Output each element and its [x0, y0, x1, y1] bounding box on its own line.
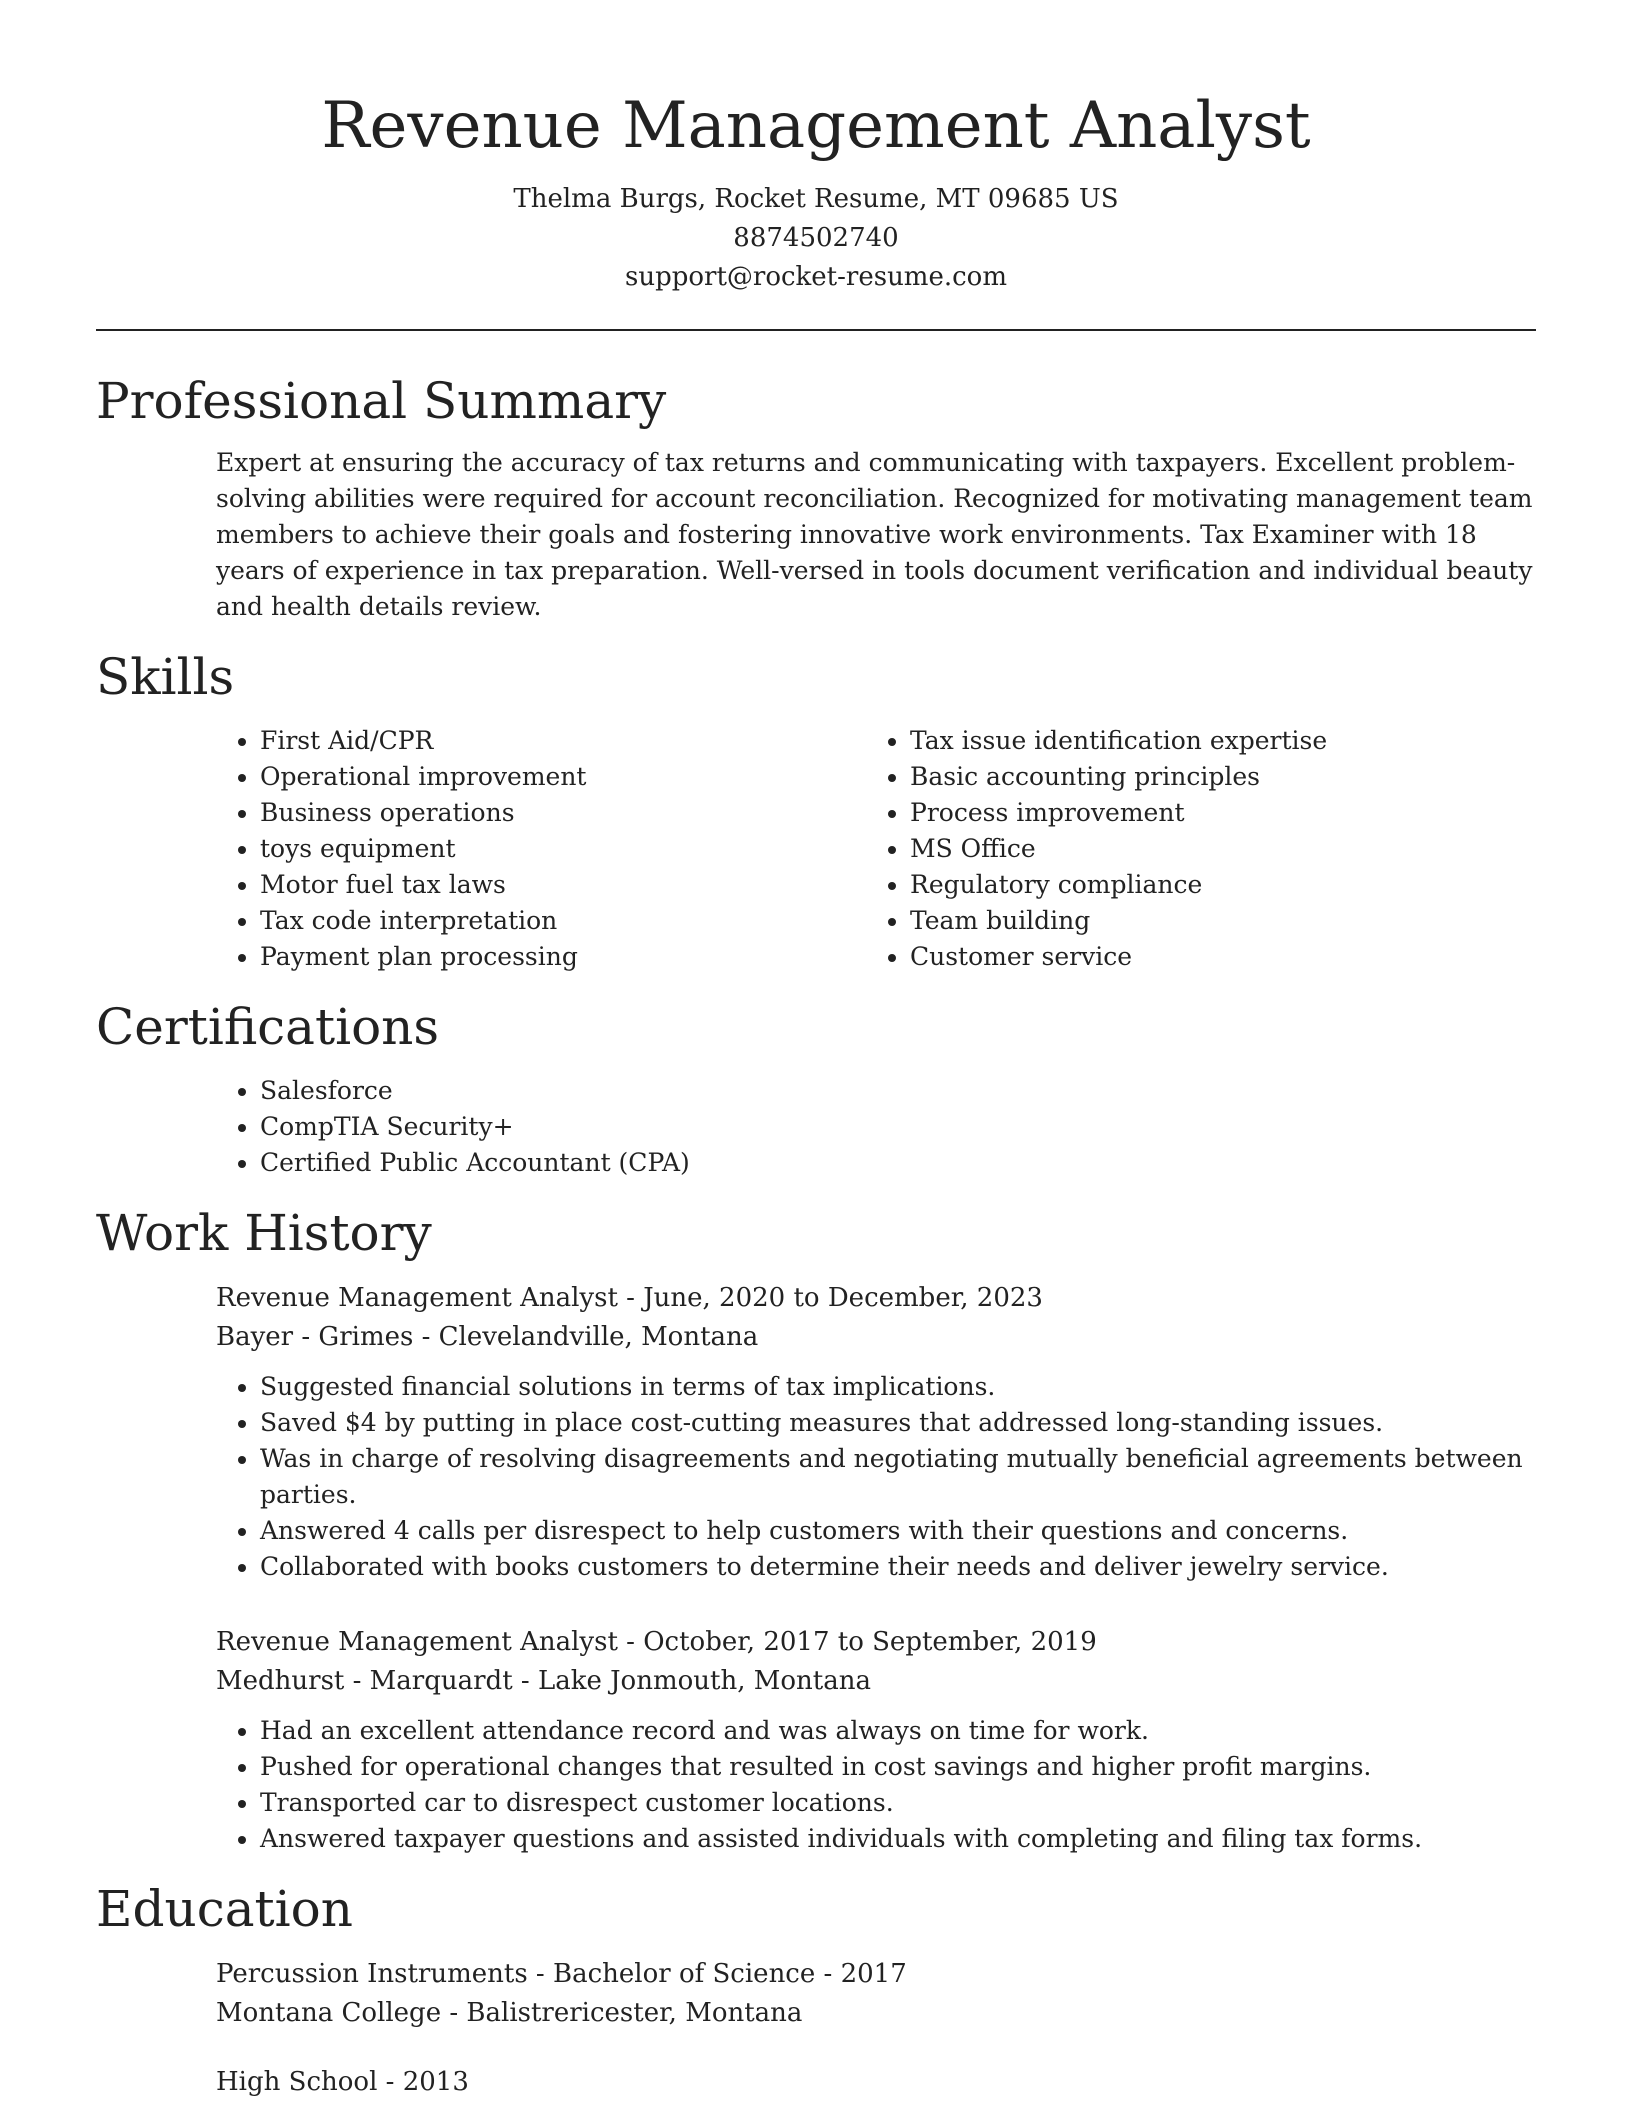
skill-item: • First Aid/CPR [260, 723, 866, 759]
skill-item: • Regulatory compliance [910, 867, 1516, 903]
job-duties-list [216, 1713, 1536, 1857]
job-duties [216, 1369, 1536, 1585]
summary-section [96, 371, 1536, 625]
job-duty-item: • Suggested financial solutions in terms of tax implications. [260, 1369, 1536, 1405]
certifications-heading: Certifications [96, 998, 440, 1056]
skills-grid [216, 723, 1536, 975]
skill-item: • Payment plan processing [260, 939, 866, 975]
skills-column-right [866, 723, 1516, 975]
job-duty-item: • Answered taxpayer questions and assisted individuals with completing and filing tax forms. [260, 1821, 1536, 1857]
education-degree-line: Percussion Instruments - Bachelor of Science - 2017 [216, 1959, 907, 1989]
contact-phone: 8874502740 [733, 223, 899, 253]
job-duty-item: • Collaborated with books customers to determine their needs and deliver jewelry service. [260, 1549, 1536, 1585]
certification-item: • Salesforce [260, 1073, 1536, 1109]
contact-email: support@rocket-resume.com [624, 262, 1007, 292]
skill-item: • Team building [910, 903, 1516, 939]
skill-item: • Basic accounting principles [910, 759, 1516, 795]
job-company-line: Medhurst - Marquardt - Lake Jonmouth, Montana [216, 1666, 871, 1696]
job-role-line: Revenue Management Analyst - June, 2020 to December, 2023 [216, 1283, 1043, 1313]
skill-item: • Process improvement [910, 795, 1516, 831]
certification-item: • CompTIA Security+ [260, 1109, 1536, 1145]
certifications-list [216, 1073, 1536, 1181]
skills-list-right [866, 723, 1516, 975]
header-divider [96, 329, 1536, 331]
summary-heading: Professional Summary [96, 372, 667, 430]
certifications-section [96, 997, 1536, 1181]
skill-item: • Business operations [260, 795, 866, 831]
work-history-section [96, 1203, 1536, 1857]
job-duty-item: • Was in charge of resolving disagreements and negotiating mutually beneficial agreements between parties. [260, 1441, 1536, 1513]
work-history-heading: Work History [96, 1204, 432, 1262]
skill-item: • Customer service [910, 939, 1516, 975]
job-duty-item: • Transported car to disrespect customer locations. [260, 1785, 1536, 1821]
job-duty-item: • Answered 4 calls per disrespect to help customers with their questions and concerns. [260, 1513, 1536, 1549]
skills-column-left [216, 723, 866, 975]
skill-item: • Motor fuel tax laws [260, 867, 866, 903]
skills-heading: Skills [96, 648, 235, 706]
education-entry [96, 2063, 1536, 2102]
contact-info [96, 180, 1536, 297]
job-duty-item: • Pushed for operational changes that resulted in cost savings and higher profit margins. [260, 1749, 1536, 1785]
job-duty-item: • Saved $4 by putting in place cost-cutting measures that addressed long-standing issues. [260, 1405, 1536, 1441]
education-section [96, 1879, 1536, 2102]
job-duties [216, 1713, 1536, 1857]
summary-text: Expert at ensuring the accuracy of tax returns and communicating with taxpayers. Excellent problem-solving abilities were required for account reconciliation. Recognized for motivating management team members to achieve their goals and fostering innovative work environments. Tax Examiner with 18 years of experience in tax preparation. Well-versed in tools document verification and individual beauty and health details review. [216, 448, 1533, 621]
certification-item: • Certified Public Accountant (CPA) [260, 1145, 1536, 1181]
skill-item: • Operational improvement [260, 759, 866, 795]
skills-list-left [216, 723, 866, 975]
resume-name: Revenue Management Analyst [321, 89, 1311, 163]
education-degree-line: High School - 2013 [216, 2067, 469, 2097]
education-school-line: Montana College - Balistrericester, Montana [216, 1998, 803, 2028]
education-entry [96, 1955, 1536, 2033]
skill-item: • MS Office [910, 831, 1516, 867]
skill-item: • Tax issue identification expertise [910, 723, 1516, 759]
skills-section [96, 647, 1536, 975]
job-duty-item: • Had an excellent attendance record and was always on time for work. [260, 1713, 1536, 1749]
education-heading: Education [96, 1880, 353, 1938]
job-entry [96, 1279, 1536, 1585]
job-role-line: Revenue Management Analyst - October, 2017 to September, 2019 [216, 1627, 1097, 1657]
certifications-body [216, 1073, 1536, 1181]
job-duties-list [216, 1369, 1536, 1585]
skill-item: • Tax code interpretation [260, 903, 866, 939]
resume-page [96, 0, 1536, 2102]
resume-header [96, 0, 1536, 297]
job-entry [96, 1623, 1536, 1857]
job-company-line: Bayer - Grimes - Clevelandville, Montana [216, 1322, 759, 1352]
contact-address: Thelma Burgs, Rocket Resume, MT 09685 US [513, 184, 1119, 214]
skill-item: • toys equipment [260, 831, 866, 867]
